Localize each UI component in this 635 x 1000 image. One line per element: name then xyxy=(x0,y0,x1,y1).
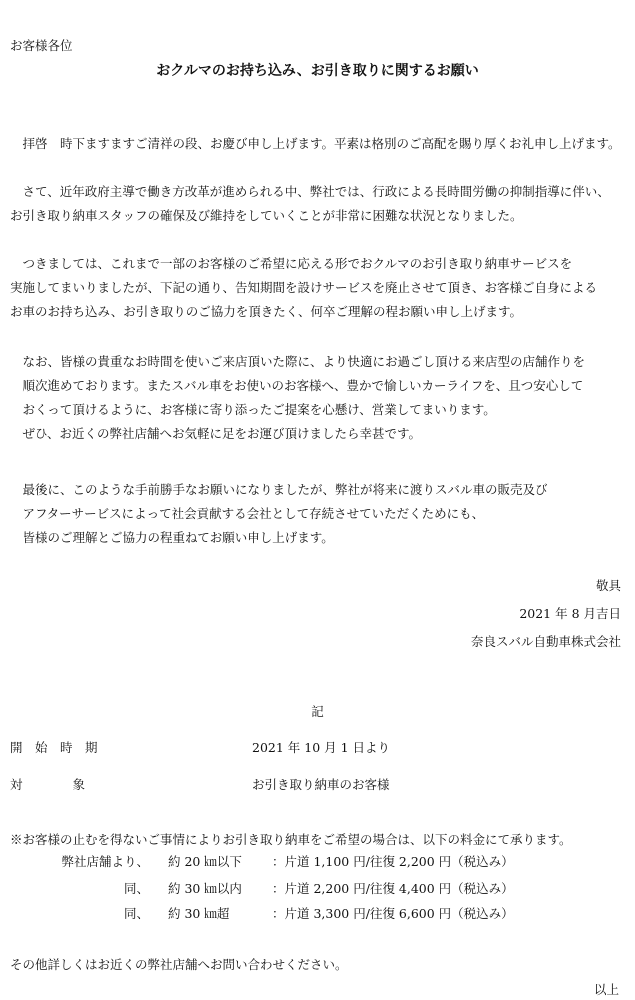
paragraph-line: なお、皆様の貴重なお時間を使いご来店頂いた際に、より快適にお過ごし頂ける来店型の店舗作りを xyxy=(10,354,586,369)
paragraph-line: お車のお持ち込み、お引き取りのご協力を頂きたく、何卒ご理解の程お願い申し上げます。 xyxy=(10,304,523,319)
document-title: おクルマのお持ち込み、お引き取りに関するお願い xyxy=(156,63,479,79)
fee-distance: 約 30 ㎞以内 xyxy=(168,881,242,896)
target-value: お引き取り納車のお客様 xyxy=(252,777,390,792)
fee-note: ※お客様の止むを得ないご事情によりお引き取り納車をご希望の場合は、以下の料金にて承ります。 xyxy=(10,832,572,847)
fee-price: ：片道 3,300 円/往復 6,600 円（税込み） xyxy=(272,906,514,921)
ki-heading: 記 xyxy=(311,704,324,719)
fee-row xyxy=(0,851,635,873)
fee-row xyxy=(0,903,635,925)
salutation: お客様各位 xyxy=(10,38,73,53)
fee-origin: 同、 xyxy=(123,881,149,896)
paragraph-line: さて、近年政府主導で働き方改革が進められる中、弊社では、行政による長時間労働の抑制指導に伴い、 xyxy=(10,184,610,199)
paragraph-store-info xyxy=(10,350,585,446)
fee-row xyxy=(0,878,635,900)
paragraph-line: ぜひ、お近くの弊社店舗へお気軽に足をお運び頂けましたら幸甚です。 xyxy=(10,426,422,441)
fee-origin: 同、 xyxy=(123,906,149,921)
fee-distance: 約 30 ㎞超 xyxy=(168,906,230,921)
paragraph-line: 実施してまいりましたが、下記の通り、告知期間を設けサービスを廃止させて頂き、お客様ご自身による xyxy=(10,280,598,295)
paragraph-line: 最後に、このような手前勝手なお願いになりましたが、弊社が将来に渡りスバル車の販売及び xyxy=(10,482,548,497)
paragraph-line: お引き取り納車スタッフの確保及び維持をしていくことが非常に困難な状況となりました。 xyxy=(10,208,523,223)
fee-price: ：片道 2,200 円/往復 4,400 円（税込み） xyxy=(272,881,514,896)
paragraph-background xyxy=(10,180,610,228)
company-name: 奈良スバル自動車株式会社 xyxy=(470,634,621,649)
paragraph-announcement xyxy=(10,252,597,324)
fee-distance: 約 20 ㎞以下 xyxy=(168,854,242,869)
start-period-label: 開 始 時 期 xyxy=(10,740,98,755)
fee-origin: 弊社店舗より、 xyxy=(61,854,149,869)
paragraph-greeting xyxy=(10,132,621,156)
start-period-value: 2021 年 10 月 1 日より xyxy=(252,740,391,755)
contact-note: その他詳しくはお近くの弊社店舗へお問い合わせください。 xyxy=(10,957,348,972)
paragraph-line: つきましては、これまで一部のお客様のご希望に応える形でおクルマのお引き取り納車サービスを xyxy=(10,256,573,271)
paragraph-closing-request xyxy=(10,478,548,550)
paragraph-line: 皆様のご理解とご協力の程重ねてお願い申し上げます。 xyxy=(10,530,334,545)
paragraph-line: 拝啓 時下ますますご清祥の段、お慶び申し上げます。平素は格別のご高配を賜り厚くお礼申し上げます。 xyxy=(10,136,621,151)
closing-date: 2021 年 8 月吉日 xyxy=(519,606,621,621)
ijo: 以上 xyxy=(593,982,619,997)
paragraph-line: おくって頂けるように、お客様に寄り添ったご提案を心懸け、営業してまいります。 xyxy=(10,402,496,417)
fee-price: ：片道 1,100 円/往復 2,200 円（税込み） xyxy=(272,854,514,869)
closing-keigu: 敬具 xyxy=(595,578,621,593)
target-label: 対 象 xyxy=(10,777,86,792)
paragraph-line: 順次進めております。またスバル車をお使いのお客様へ、豊かで愉しいカーライフを、且つ安心して xyxy=(10,378,584,393)
paragraph-line: アフターサービスによって社会貢献する会社として存続させていただくためにも、 xyxy=(10,506,485,521)
